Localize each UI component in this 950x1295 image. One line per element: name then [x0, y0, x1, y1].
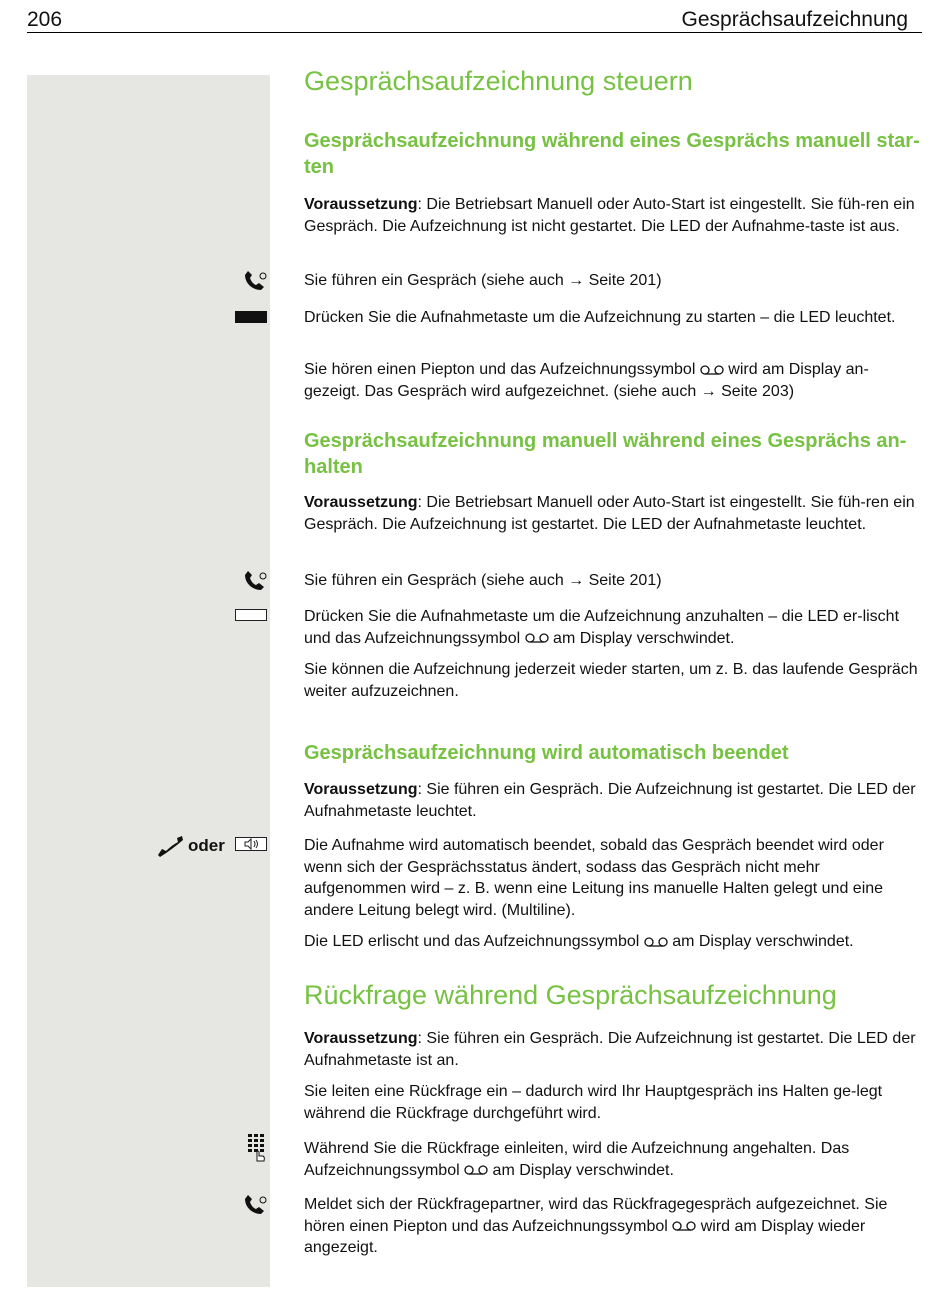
subheading-auto-end: Gesprächsaufzeichnung wird automatisch beendet [304, 742, 789, 764]
subheading-start [304, 128, 924, 180]
precondition-rueckfrage [304, 1028, 924, 1071]
precondition-pause [304, 492, 924, 535]
voicemail-record-symbol-icon [672, 1220, 696, 1232]
keypad-step-b: am Display verschwindet. [492, 1161, 674, 1179]
precondition-label: Voraussetzung [304, 781, 418, 798]
precondition-start [304, 194, 924, 237]
phone-handset-icon [242, 571, 268, 593]
call-step-text: Sie führen ein Gespräch (siehe auch → Seite 201) [304, 572, 662, 589]
press-pause-text [304, 606, 924, 649]
precondition-label: Voraussetzung [304, 196, 418, 213]
hang-up-icon [156, 835, 184, 857]
voicemail-record-symbol-icon [525, 632, 549, 644]
pause-hint-text: Sie können die Aufzeichnung jederzeit wieder starten, um z. B. das laufende Gespräch weiter aufzuzeichnen. [304, 661, 918, 700]
heading-rueckfrage: Rückfrage während Gesprächsaufzeichnung [304, 980, 837, 1010]
press-start-text: Drücken Sie die Aufnahmetaste um die Aufzeichnung zu starten – die LED leuchtet. [304, 309, 896, 326]
record-key-led-off-icon [235, 609, 267, 621]
phone-handset-icon [242, 271, 268, 293]
voicemail-record-symbol-icon [700, 364, 724, 376]
record-key-led-on-icon [235, 311, 267, 323]
auto-end-text: Die Aufnahme wird automatisch beendet, sobald das Gespräch beendet wird oder wenn sich der Gesprächsstatus ändert, sodass das Gespräch nicht mehr aufgenommen wird – z. B. wenn eine Leitung ins manuelle Halten gelegt und eine andere Leitung belegt wird. (Multiline). [304, 837, 884, 919]
phone-handset-icon [242, 1195, 268, 1217]
heading-steuern: Gesprächsaufzeichnung steuern [304, 66, 693, 96]
keypad-step-text [304, 1138, 924, 1181]
page-header [27, 6, 922, 33]
subheading-start-line2: ten [304, 156, 334, 178]
voicemail-record-symbol-icon [644, 936, 668, 948]
running-title: Gesprächsaufzeichnung [681, 8, 908, 31]
subheading-start-line1: Gesprächsaufzeichnung während eines Gesprächs manuell star- [304, 130, 920, 152]
start-hint-b: wird am Display an-gezeigt. Das Gespräch wird aufgezeichnet. (siehe auch → Seite 203) [304, 361, 869, 400]
start-hint-a: Sie hören einen Piepton und das Aufzeichnungssymbol [304, 361, 696, 378]
precondition-text: : Die Betriebsart Manuell oder Auto-Start ist eingestellt. Sie füh-ren ein Gespräch. Die Aufzeichnung ist gestartet. Die LED der Aufnahmetaste leuchtet. [304, 494, 915, 533]
partner-step-a: Meldet sich der Rückfragepartner, wird das Rückfragegespräch aufgezeichnet. Sie hören einen Piepton und das Aufzeichnungssymbol [304, 1196, 888, 1235]
led-off-a: Die LED erlischt und das Aufzeichnungssymbol [304, 933, 640, 950]
precondition-label: Voraussetzung [304, 1030, 418, 1047]
oder-label: oder [188, 836, 225, 855]
led-off-b: am Display verschwindet. [672, 933, 854, 950]
partner-step-text [304, 1194, 924, 1259]
call-step-text: Sie führen ein Gespräch (siehe auch → Seite 201) [304, 272, 662, 289]
rueckfrage-intro-text: Sie leiten eine Rückfrage ein – dadurch wird Ihr Hauptgespräch ins Halten ge-legt während die Rückfrage durchgeführt wird. [304, 1083, 883, 1122]
precondition-label: Voraussetzung [304, 494, 418, 511]
sidebar-panel [27, 75, 270, 1287]
press-pause-b: am Display verschwindet. [553, 629, 735, 647]
start-hint-text [304, 359, 924, 402]
voicemail-record-symbol-icon [464, 1164, 488, 1176]
precondition-text: : Die Betriebsart Manuell oder Auto-Start ist eingestellt. Sie füh-ren ein Gespräch. Die Aufzeichnung ist nicht gestartet. Die LED der Aufnahme-taste ist aus. [304, 196, 915, 235]
keypad-step-a: Während Sie die Rückfrage einleiten, wird die Aufzeichnung angehalten. Das Aufzeichnungssymbol [304, 1140, 850, 1179]
precondition-text: : Sie führen ein Gespräch. Die Aufzeichnung ist gestartet. Die LED der Aufnahmetaste ist an. [304, 1030, 916, 1069]
press-pause-a: Drücken Sie die Aufnahmetaste um die Aufzeichnung anzuhalten – die LED er-lischt und das Aufzeichnungssymbol [304, 608, 900, 647]
precondition-text: : Sie führen ein Gespräch. Die Aufzeichnung ist gestartet. Die LED der Aufnahmetaste leuchtet. [304, 781, 916, 820]
precondition-auto [304, 779, 924, 822]
partner-step-b: wird am Display wieder angezeigt. [304, 1217, 866, 1256]
led-off-text [304, 931, 924, 953]
page-number: 206 [27, 8, 63, 31]
subheading-pause: Gesprächsaufzeichnung manuell während eines Gesprächs an-halten [304, 430, 907, 478]
keypad-icon [248, 1134, 268, 1162]
loudspeaker-key-icon [235, 837, 268, 851]
